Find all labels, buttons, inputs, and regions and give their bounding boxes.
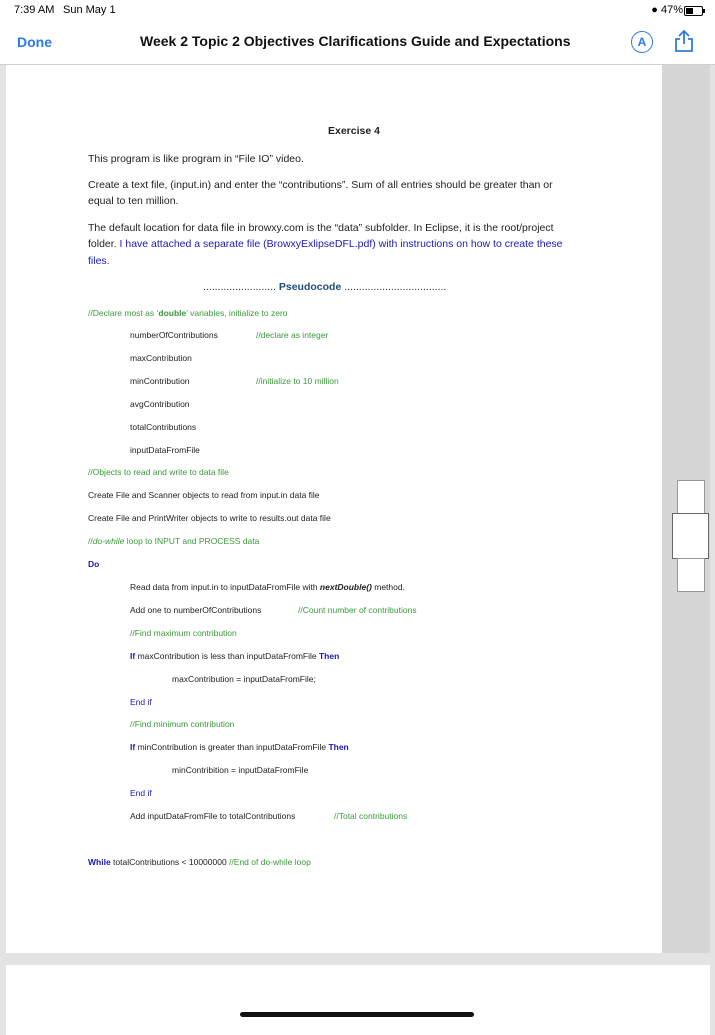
markup-icon[interactable]: A xyxy=(631,31,653,53)
paragraph-2a: Create a text file, (input.in) and enter the “contributions”. Sum of all entries should be greater than or xyxy=(88,179,553,191)
comment-total: //Total contributions xyxy=(334,811,408,821)
var-min-contribution: minContribution xyxy=(130,376,190,386)
var-number-of-contributions: numberOfContributions xyxy=(130,330,218,340)
battery-icon xyxy=(684,6,703,16)
status-bar xyxy=(0,0,715,22)
share-icon[interactable] xyxy=(673,29,695,53)
page-title: Week 2 Topic 2 Objectives Clarifications Guide and Expectations xyxy=(140,33,571,49)
document-page-2[interactable] xyxy=(6,965,710,1035)
keyword-end-if-1: End if xyxy=(130,697,152,707)
line-read: Read data from input.in to inputDataFromFile with nextDouble() method. xyxy=(130,582,405,592)
line-set-min: minContribition = inputDataFromFile xyxy=(172,765,309,775)
comment-declare: //Declare most as ‘double’ variables, initialize to zero xyxy=(88,308,288,318)
line-add-total: Add inputDataFromFile to totalContributions xyxy=(130,811,296,821)
comment-find-min: //Find minimum contribution xyxy=(130,719,235,729)
line-set-max: maxContribution = inputDataFromFile; xyxy=(172,674,316,684)
paragraph-3a: The default location for data file in browxy.com is the “data” subfolder. In Eclipse, it is the root/project xyxy=(88,222,554,234)
comment-integer: //declare as integer xyxy=(256,330,329,340)
line-add-one: Add one to numberOfContributions xyxy=(130,605,262,615)
document-page[interactable] xyxy=(6,65,662,953)
comment-do-while: //do-while loop to INPUT and PROCESS data xyxy=(88,536,260,546)
pseudocode-heading: ......................... Pseudocode ................................... xyxy=(203,281,447,293)
wifi-icon: ● xyxy=(651,4,658,16)
comment-objects: //Objects to read and write to data file xyxy=(88,467,229,477)
line-scanner: Create File and Scanner objects to read from input.in data file xyxy=(88,490,320,500)
paragraph-3b: folder. I have attached a separate file (BrowxyExlipseDFL.pdf) with instructions on how to create these xyxy=(88,238,563,250)
paragraph-1: This program is like program in “File IO” video. xyxy=(88,153,304,165)
comment-ten-million: //initialize to 10 million xyxy=(256,376,339,386)
done-button[interactable]: Done xyxy=(17,34,52,50)
var-avg-contribution: avgContribution xyxy=(130,399,190,409)
comment-find-max: //Find maximum contribution xyxy=(130,628,237,638)
status-battery-text: ● 47% xyxy=(651,4,683,16)
paragraph-2b: equal to ten million. xyxy=(88,195,179,207)
var-input-data: inputDataFromFile xyxy=(130,445,200,455)
page-thumbnail-2-current[interactable] xyxy=(672,513,709,559)
line-if-max: If maxContribution is less than inputDataFromFile Then xyxy=(130,651,340,661)
nav-bar xyxy=(0,22,715,65)
status-date: Sun May 1 xyxy=(63,4,116,16)
page-thumbnail-1[interactable] xyxy=(677,480,705,514)
var-total-contributions: totalContributions xyxy=(130,422,197,432)
home-indicator[interactable] xyxy=(240,1012,474,1017)
comment-count: //Count number of contributions xyxy=(298,605,417,615)
line-while: While totalContributions < 10000000 //End of do-while loop xyxy=(88,857,311,867)
paragraph-3c: files. xyxy=(88,255,110,267)
exercise-heading: Exercise 4 xyxy=(328,125,380,137)
keyword-do: Do xyxy=(88,559,100,569)
line-if-min: If minContribution is greater than inputDataFromFile Then xyxy=(130,742,349,752)
line-printwriter: Create File and PrintWriter objects to write to results.out data file xyxy=(88,513,331,523)
status-time: 7:39 AM xyxy=(14,4,55,16)
keyword-end-if-2: End if xyxy=(130,788,152,798)
var-max-contribution: maxContribution xyxy=(130,353,192,363)
page-thumbnail-3[interactable] xyxy=(677,558,705,592)
